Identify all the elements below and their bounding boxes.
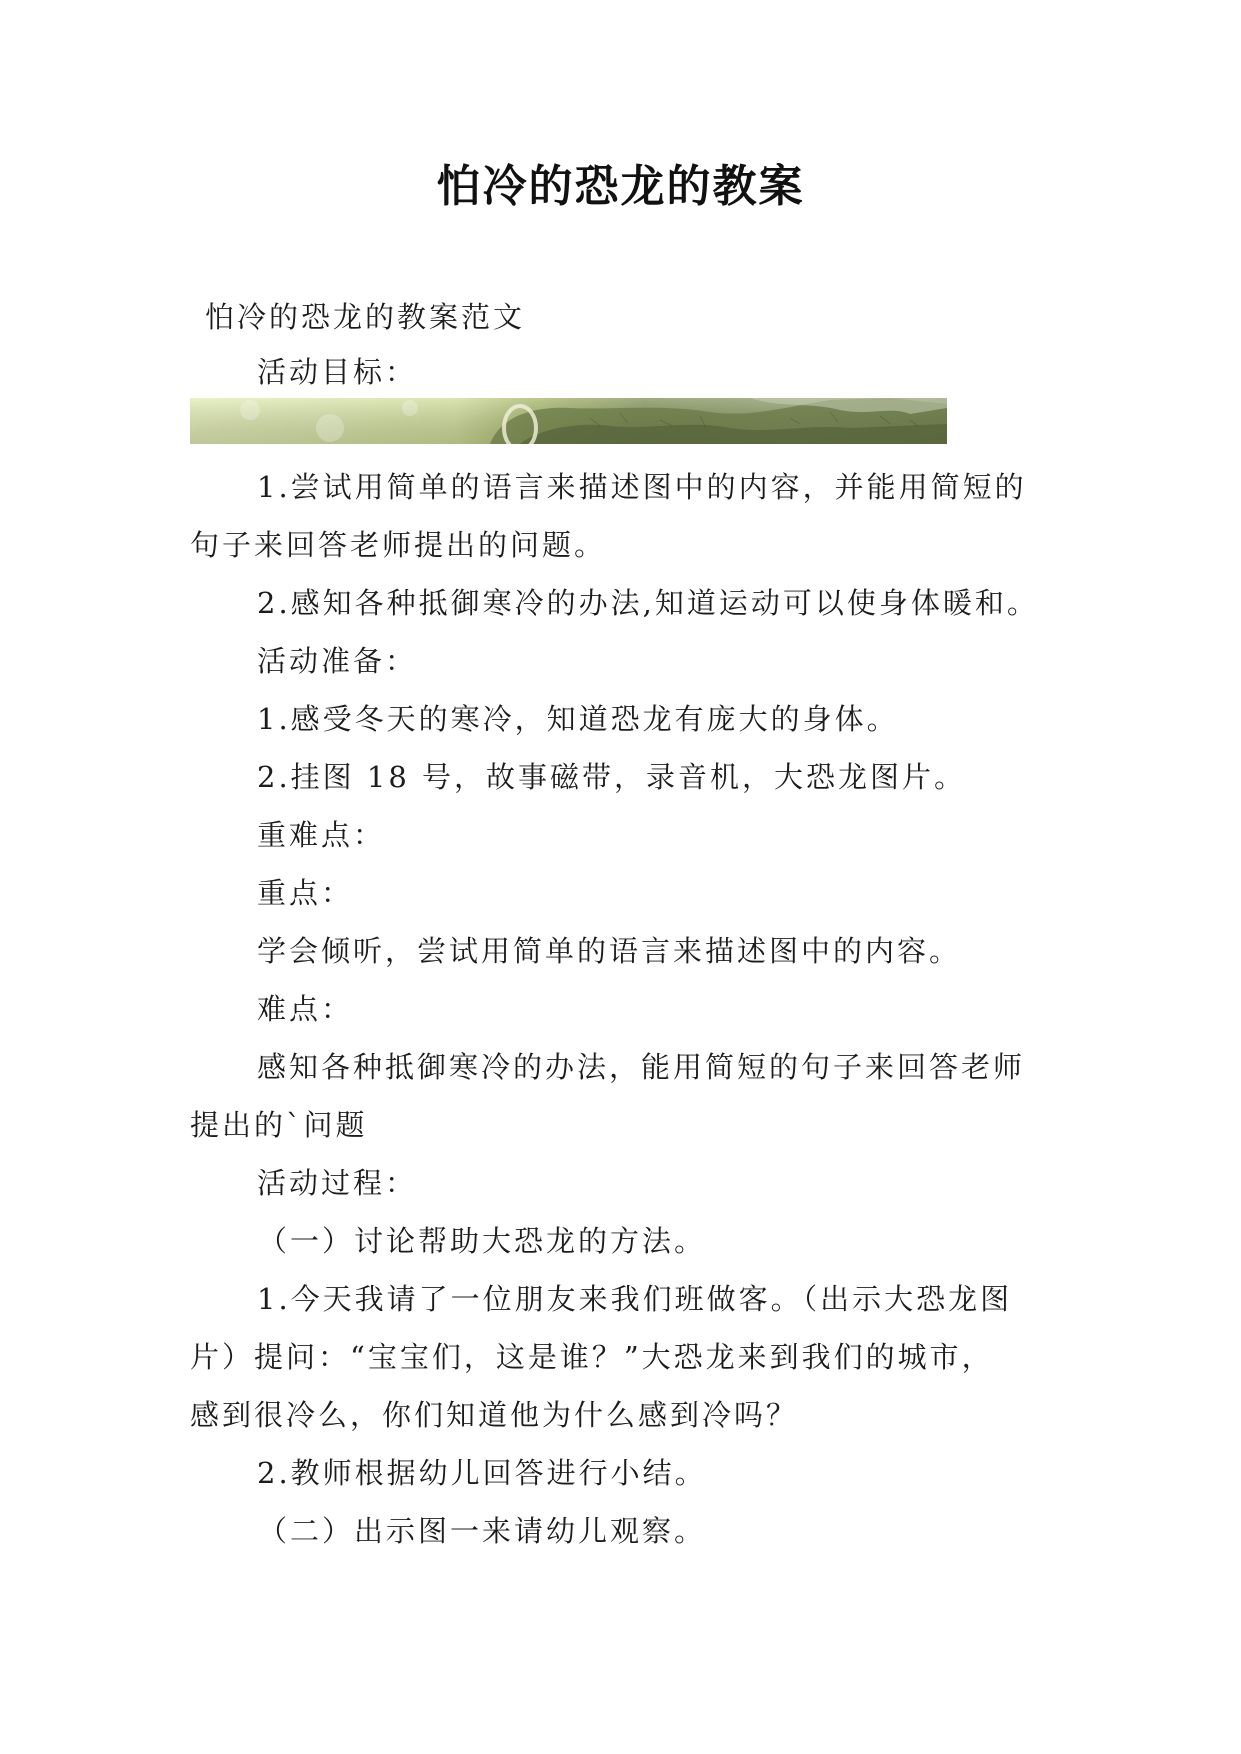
process-item-2: 2.教师根据幼儿回答进行小结。 <box>257 1456 707 1490</box>
section-heading-process: 活动过程： <box>257 1166 418 1200</box>
goal-item-2: 2.感知各种抵御寒冷的办法,知道运动可以使身体暖和。 <box>257 586 1039 620</box>
section-heading-goals: 活动目标： <box>257 355 418 389</box>
key-point-text: 学会倾听，尝试用简单的语言来描述图中的内容。 <box>257 934 962 968</box>
process-item-1-cont-2: 感到很冷么，你们知道他为什么感到冷吗？ <box>190 1398 799 1432</box>
process-item-1: 1.今天我请了一位朋友来我们班做客。（出示大恐龙图 <box>257 1282 1013 1316</box>
subheading-difficulty: 难点： <box>257 992 354 1026</box>
difficulty-text: 感知各种抵御寒冷的办法，能用简短的句子来回答老师 <box>257 1050 1026 1084</box>
prep-item-1: 1.感受冬天的寒冷，知道恐龙有庞大的身体。 <box>257 702 899 736</box>
difficulty-text-cont: 提出的`问题 <box>190 1108 368 1142</box>
process-step-1: （一）讨论帮助大恐龙的方法。 <box>258 1224 707 1258</box>
section-heading-key-points: 重难点： <box>257 818 386 852</box>
process-step-2: （二）出示图一来请幼儿观察。 <box>258 1514 707 1548</box>
section-heading-preparation: 活动准备： <box>257 644 418 678</box>
goal-item-1: 1.尝试用简单的语言来描述图中的内容，并能用简短的 <box>257 470 1027 504</box>
subtitle-line: 怕冷的恐龙的教案范文 <box>205 300 526 334</box>
process-item-1-cont: 片）提问：“宝宝们，这是谁？”大恐龙来到我们的城市， <box>190 1340 994 1374</box>
subheading-key: 重点： <box>257 876 354 910</box>
document-title: 怕冷的恐龙的教案 <box>436 161 805 212</box>
dinosaur-image-strip <box>190 398 947 444</box>
goal-item-1-cont: 句子来回答老师提出的问题。 <box>190 528 607 562</box>
prep-item-2: 2.挂图 18 号，故事磁带，录音机，大恐龙图片。 <box>257 760 967 794</box>
